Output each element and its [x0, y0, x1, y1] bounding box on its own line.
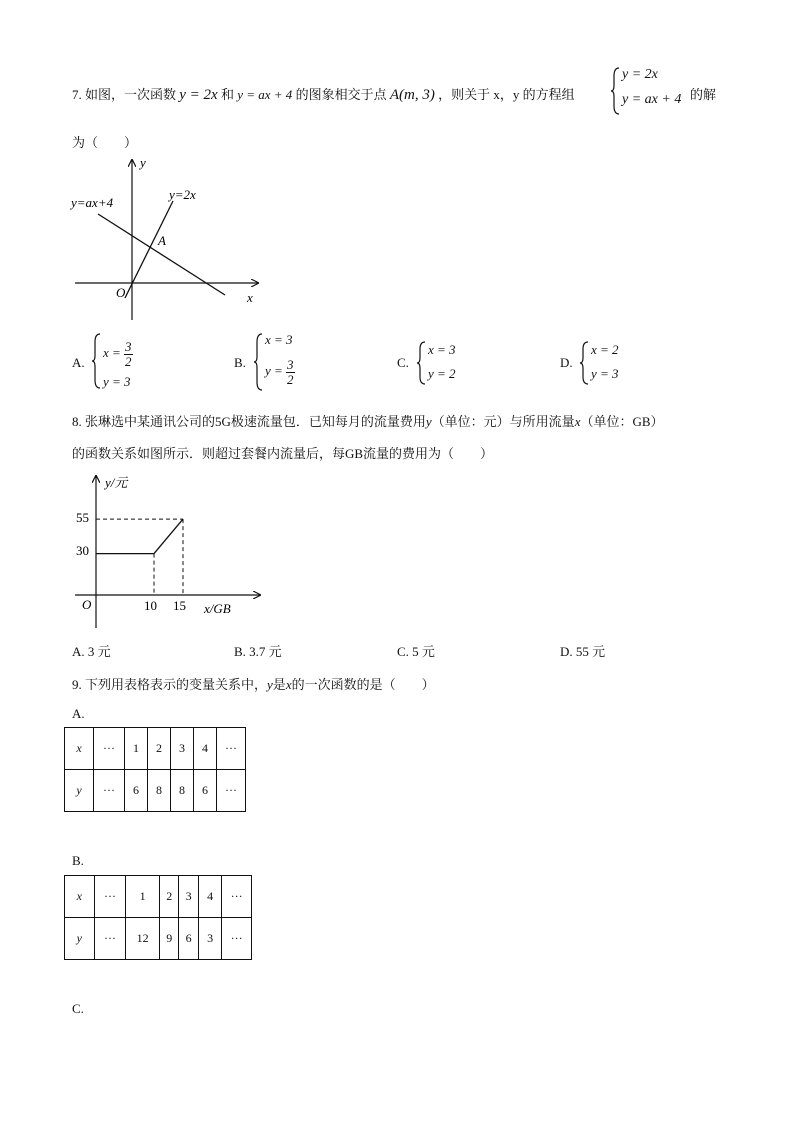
- table-cell: x: [65, 876, 95, 918]
- table-cell: 6: [179, 918, 198, 960]
- table-cell: ···: [217, 728, 246, 770]
- q7-option-c-x: x = 3: [428, 342, 456, 357]
- q9-option-a-label[interactable]: A.: [72, 706, 85, 721]
- q7-option-a-y: y = 3: [103, 374, 131, 389]
- q7-graph-line1-label: y=ax+4: [71, 195, 114, 210]
- table-cell: x: [65, 728, 94, 770]
- q8-guide-lines: [96, 519, 183, 595]
- q7-brace: [611, 66, 621, 116]
- q8-y-tick-55: 55: [76, 510, 89, 525]
- q8-question-line2: 的函数关系如图所示．则超过套餐内流量后，每GB流量的费用为（ ）: [72, 446, 494, 461]
- q8-series-line: [96, 519, 183, 554]
- q7-graph-y-label: y: [140, 155, 146, 170]
- table-cell: 3: [198, 918, 222, 960]
- q7-sys-eq2: y = ax + 4: [622, 92, 682, 107]
- q7-graph: [70, 150, 270, 325]
- table-cell: 8: [171, 770, 194, 812]
- q7-option-b[interactable]: [234, 330, 354, 394]
- table-cell: 12: [126, 918, 160, 960]
- table-cell: 3: [171, 728, 194, 770]
- table-cell: ···: [94, 918, 126, 960]
- q8-y-axis-label: y/元: [105, 475, 128, 490]
- q8-line1-c: （单位：GB）: [580, 414, 664, 429]
- q7-option-d-brace: [580, 340, 590, 386]
- q9-y-var: y: [267, 677, 273, 692]
- q7-text-d: ，则关于 x，y 的方程组: [438, 87, 575, 102]
- q7-option-a-x-num: 3: [125, 339, 132, 354]
- q7-graph-line2-label: y=2x: [169, 187, 196, 202]
- q7-option-b-brace: [254, 332, 264, 392]
- q7-option-b-y: y = $\frac{3}{2}$: [265, 357, 294, 387]
- table-cell: 3: [179, 876, 198, 918]
- q8-line1-b: （单位：元）与所用流量: [431, 414, 575, 429]
- q7-option-d-x: x = 2: [591, 342, 619, 357]
- q7-option-c-y: y = 2: [428, 366, 456, 381]
- q8-option-c[interactable]: C. 5 元: [397, 644, 435, 659]
- q9-option-b-table: [64, 875, 252, 960]
- q7-option-a-letter: A.: [72, 355, 85, 370]
- q9-option-a-table: [64, 727, 246, 812]
- table-cell: y: [65, 770, 94, 812]
- q9-text-b: 是: [272, 677, 286, 692]
- q8-y-tick-30: 30: [76, 543, 89, 558]
- table-cell: 2: [148, 728, 171, 770]
- q8-option-b[interactable]: B. 3.7 元: [234, 644, 282, 659]
- q8-x-tick-15: 15: [173, 598, 186, 613]
- table-cell: 6: [194, 770, 217, 812]
- q7-option-b-x: x = 3: [265, 332, 293, 347]
- q7-option-a[interactable]: [72, 330, 192, 392]
- q9-number: 9.: [72, 677, 82, 692]
- q8-origin: O: [82, 597, 92, 612]
- table-cell: 4: [194, 728, 217, 770]
- table-cell: 4: [198, 876, 222, 918]
- table-cell: ···: [217, 770, 246, 812]
- table-row: [65, 876, 252, 918]
- q8-x-var: x: [574, 414, 581, 429]
- q7-graph-origin: O: [116, 285, 126, 300]
- table-cell: ···: [94, 728, 125, 770]
- q8-chart: [70, 470, 270, 630]
- table-cell: ···: [94, 770, 125, 812]
- q7-equation-system: [611, 66, 691, 116]
- q9-text-c: 的一次函数的是（ ）: [291, 677, 435, 692]
- q7-text-a: 如图，一次函数: [85, 87, 177, 102]
- q7-graph-point-label: A: [158, 233, 166, 248]
- q7-option-a-x: x = $\frac{3}{2}$: [103, 339, 132, 369]
- table-cell: ···: [94, 876, 126, 918]
- q7-func1: y = 2x: [179, 87, 218, 103]
- table-cell: y: [65, 918, 95, 960]
- table-row: [65, 918, 252, 960]
- q9-text: 下列用表格表示的变量关系中，: [85, 677, 268, 692]
- q7-graph-x-label: x: [247, 290, 253, 305]
- q7-option-d-letter: D.: [560, 355, 573, 370]
- q7-option-c-brace: [417, 340, 427, 386]
- q8-option-d[interactable]: D. 55 元: [560, 644, 606, 659]
- q7-text-b: 和: [220, 87, 234, 102]
- table-cell: 1: [126, 876, 160, 918]
- q7-number: 7.: [72, 87, 82, 102]
- q8-number: 8.: [72, 414, 82, 429]
- q8-line1: 张琳选中某通讯公司的5G极速流量包．已知每月的流量费用: [85, 414, 426, 429]
- q7-option-d-y: y = 3: [591, 366, 619, 381]
- table-cell: 2: [160, 876, 179, 918]
- q7-option-c-letter: C.: [397, 355, 409, 370]
- q9-option-b-label[interactable]: B.: [72, 853, 84, 868]
- q7-option-b-letter: B.: [234, 355, 246, 370]
- q7-option-b-y-den: 2: [287, 371, 294, 387]
- q8-y-var: y: [425, 414, 432, 429]
- q7-option-b-y-num: 3: [287, 357, 294, 372]
- q8-option-a[interactable]: A. 3 元: [72, 644, 111, 659]
- q7-option-d[interactable]: [560, 340, 670, 386]
- q7-text-c: 的图象相交于点: [295, 87, 387, 102]
- q7-point: A(m, 3): [389, 87, 435, 103]
- table-row: [65, 728, 246, 770]
- q7-line2: 为（ ）: [72, 135, 138, 150]
- q9-x-var: x: [285, 677, 292, 692]
- table-cell: 6: [125, 770, 148, 812]
- table-cell: 1: [125, 728, 148, 770]
- q9-question-line: [72, 674, 435, 693]
- q7-sys-eq1: y = 2x: [622, 67, 658, 82]
- q7-option-c[interactable]: [397, 340, 507, 386]
- q7-func2: y = ax + 4: [237, 87, 293, 102]
- table-row: [65, 770, 246, 812]
- table-cell: ···: [222, 918, 252, 960]
- q7-option-a-x-den: 2: [125, 353, 132, 369]
- q8-x-axis-label: x/GB: [204, 601, 231, 616]
- table-cell: ···: [222, 876, 252, 918]
- q7-option-a-brace: [92, 332, 102, 390]
- table-cell: 9: [160, 918, 179, 960]
- table-cell: 8: [148, 770, 171, 812]
- q7-text-e: 的解: [690, 87, 717, 102]
- q7-question-line: [72, 84, 575, 104]
- q9-option-c-label[interactable]: C.: [72, 1001, 84, 1016]
- q8-x-tick-10: 10: [144, 598, 157, 613]
- q8-question-line1: [72, 411, 664, 430]
